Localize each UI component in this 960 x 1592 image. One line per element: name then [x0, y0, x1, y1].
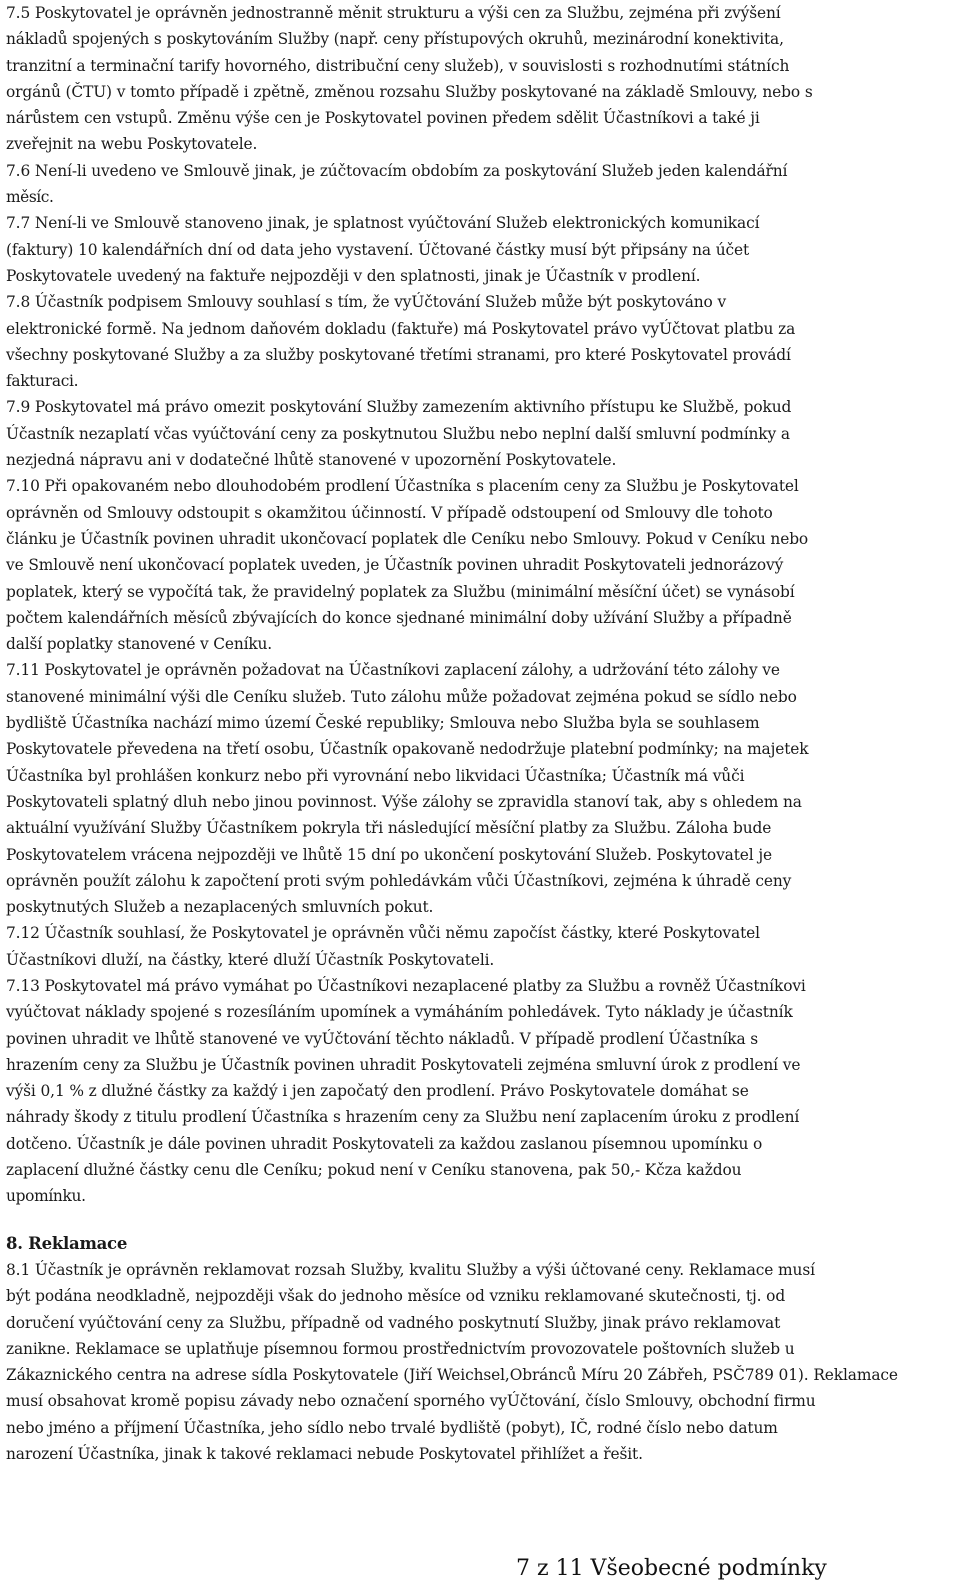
text-line: tranzitní a terminační tarify hovorného, distribuční ceny služeb), v souvislosti s rozhodnutími státních	[6, 56, 790, 75]
text-line: být podána neodkladně, nejpozději však do jednoho měsíce od vzniku reklamované skutečnosti, tj. od	[6, 1287, 786, 1306]
section-spacer	[6, 1210, 954, 1231]
text-line: Poskytovateli splatný dluh nebo jinou povinnost. Výše zálohy se zpravidla stanoví tak, aby s ohledem na	[6, 792, 802, 811]
text-line: (faktury) 10 kalendářních dní od data jeho vystavení. Účtované částky musí být připsány na účet	[6, 240, 750, 259]
document-body	[6, 0, 954, 1210]
text-line: oprávněn použít zálohu k započtení proti svým pohledávkám vůči Účastníkovi, zejména k úhradě ceny	[6, 871, 792, 890]
text-line: aktuální využívání Služby Účastníkem pokryla tři následující měsíční platby za Službu. Záloha bude	[6, 819, 772, 838]
text-line: stanovené minimální výši dle Ceníku služeb. Tuto zálohu může požadovat zejména pokud se sídlo nebo	[6, 687, 797, 706]
text-line: měsíc.	[6, 188, 54, 207]
text-line: doručení vyúčtování ceny za Službu, případně od vadného poskytnutí Služby, jinak právo reklamovat	[6, 1313, 781, 1332]
text-line: náhrady škody z titulu prodlení Účastníka s hrazením ceny za Službu není zaplacením úroku z prodlení	[6, 1108, 800, 1127]
text-line: Účastníka byl prohlášen konkurz nebo při vyrovnání nebo likvidaci Účastníka; Účastník má vůči	[6, 766, 745, 785]
text-line: bydliště Účastníka nachází mimo území České republiky; Smlouva nebo Služba byla se souhlasem	[6, 714, 760, 733]
text-line: článku je Účastník povinen uhradit ukončovací poplatek dle Ceníku nebo Smlouvy. Pokud v Ceníku nebo	[6, 529, 809, 548]
text-line: dotčeno. Účastník je dále povinen uhradit Poskytovateli za každou zaslanou písemnou upomínku o	[6, 1134, 763, 1153]
text-line: fakturaci.	[6, 372, 79, 391]
text-line: 7.8 Účastník podpisem Smlouvy souhlasí s tím, že vyÚčtování Služeb může být poskytováno v	[6, 293, 727, 312]
text-line: počtem kalendářních měsíců zbývajících do konce sjednané minimální doby užívání Služby a případně	[6, 608, 792, 627]
section-heading-reklamace: 8. Reklamace	[6, 1233, 128, 1253]
text-line: zveřejnit na webu Poskytovatele.	[6, 135, 258, 154]
text-line: Účastníkovi dluží, na částky, které dluží Účastník Poskytovateli.	[6, 950, 495, 969]
text-line: Poskytovatele převedena na třetí osobu, Účastník opakovaně nedodržuje platební podmínky; na majetek	[6, 740, 809, 759]
text-line: Poskytovatele uvedený na faktuře nejpozději v den splatnosti, jinak je Účastník v prodlení.	[6, 266, 701, 285]
text-line: ve Smlouvě není ukončovací poplatek uveden, je Účastník povinen uhradit Poskytovateli jednorázový	[6, 556, 784, 575]
text-line: 7.12 Účastník souhlasí, že Poskytovatel je oprávněn vůči němu započíst částky, které Poskytovatel	[6, 924, 760, 943]
text-line: Účastník nezaplatí včas vyúčtování ceny za poskytnutou Službu nebo neplní další smluvní podmínky a	[6, 424, 790, 443]
text-line: zaplacení dlužné částky cenu dle Ceníku; pokud není v Ceníku stanovena, pak 50,- Kčza každou	[6, 1161, 742, 1180]
section-body	[6, 1257, 954, 1467]
text-line: 7.5 Poskytovatel je oprávněn jednostranně měnit strukturu a výši cen za Službu, zejména při zvýšení	[6, 4, 781, 22]
text-line: hrazením ceny za Službu je Účastník povinen uhradit Poskytovateli zejména smluvní úrok z prodlení ve	[6, 1055, 801, 1074]
page-footer: 7 z 11 Všeobecné podmínky	[516, 1556, 827, 1581]
text-line: poplatek, který se vypočítá tak, že pravidelný poplatek za Službu (minimální měsíční účet) se vynásobí	[6, 582, 795, 601]
text-line: 8.1 Účastník je oprávněn reklamovat rozsah Služby, kvalitu Služby a výši účtované ceny. Reklamace musí	[6, 1260, 815, 1279]
text-line: elektronické formě. Na jednom daňovém dokladu (faktuře) má Poskytovatel právo vyÚčtovat platbu za	[6, 319, 796, 338]
text-line: musí obsahovat kromě popisu závady nebo označení sporného vyÚčtování, číslo Smlouvy, obchodní firmu	[6, 1392, 816, 1411]
text-line: vyúčtovat náklady spojené s rozesíláním upomínek a vymáháním pohledávek. Tyto náklady je účastník	[6, 1003, 793, 1022]
text-line: nebo jméno a příjmení Účastníka, jeho sídlo nebo trvalé bydliště (pobyt), IČ, rodné číslo nebo datum	[6, 1418, 778, 1437]
text-line: nákladů spojených s poskytováním Služby (např. ceny přístupových okruhů, mezinárodní konektivita,	[6, 30, 784, 49]
text-line: Zákaznického centra na adrese sídla Poskytovatele (Jiří Weichsel,Obránců Míru 20 Zábřeh, PSČ789 01). Reklamace	[6, 1366, 898, 1385]
document-page	[6, 0, 954, 1467]
text-line: 7.6 Není-li uvedeno ve Smlouvě jinak, je zúčtovacím obdobím za poskytování Služeb jeden kalendářní	[6, 161, 788, 180]
text-line: další poplatky stanovené v Ceníku.	[6, 635, 273, 654]
text-line: 7.11 Poskytovatel je oprávněn požadovat na Účastníkovi zaplacení zálohy, a udržování této zálohy ve	[6, 661, 780, 680]
text-line: zanikne. Reklamace se uplatňuje písemnou formou prostřednictvím provozovatele poštovních služeb u	[6, 1339, 795, 1358]
text-line: 7.7 Není-li ve Smlouvě stanoveno jinak, je splatnost vyúčtování Služeb elektronických komunikací	[6, 214, 760, 233]
text-line: orgánů (ČTU) v tomto případě i zpětně, změnou rozsahu Služby poskytované na základě Smlouvy, nebo s	[6, 82, 813, 101]
text-line: 7.9 Poskytovatel má právo omezit poskytování Služby zamezením aktivního přístupu ke Službě, pokud	[6, 398, 792, 417]
text-line: poskytnutých Služeb a nezaplacených smluvních pokut.	[6, 898, 434, 917]
text-line: oprávněn od Smlouvy odstoupit s okamžitou účinností. V případě odstoupení od Smlouvy dle tohoto	[6, 503, 773, 522]
text-line: výši 0,1 % z dlužné částky za každý i jen započatý den prodlení. Právo Poskytovatele domáhat se	[6, 1082, 749, 1101]
text-line: nárůstem cen vstupů. Změnu výše cen je Poskytovatel povinen předem sdělit Účastníkovi a také ji	[6, 109, 760, 128]
text-line: Poskytovatelem vrácena nejpozději ve lhůtě 15 dní po ukončení poskytování Služeb. Poskytovatel je	[6, 845, 772, 864]
text-line: upomínku.	[6, 1187, 86, 1206]
text-line: 7.10 Při opakovaném nebo dlouhodobém prodlení Účastníka s placením ceny za Službu je Poskytovatel	[6, 477, 799, 496]
text-line: narození Účastníka, jinak k takové reklamaci nebude Poskytovatel přihlížet a řešit.	[6, 1445, 643, 1464]
text-line: všechny poskytované Služby a za služby poskytované třetími stranami, pro které Poskytovatel provádí	[6, 345, 791, 364]
text-line: 7.13 Poskytovatel má právo vymáhat po Účastníkovi nezaplacené platby za Službu a rovněž Účastníkovi	[6, 976, 806, 995]
text-line: povinen uhradit ve lhůtě stanovené ve vyÚčtování těchto nákladů. V případě prodlení Účastníka s	[6, 1029, 759, 1048]
text-line: nezjedná nápravu ani v dodatečné lhůtě stanovené v upozornění Poskytovatele.	[6, 451, 617, 470]
